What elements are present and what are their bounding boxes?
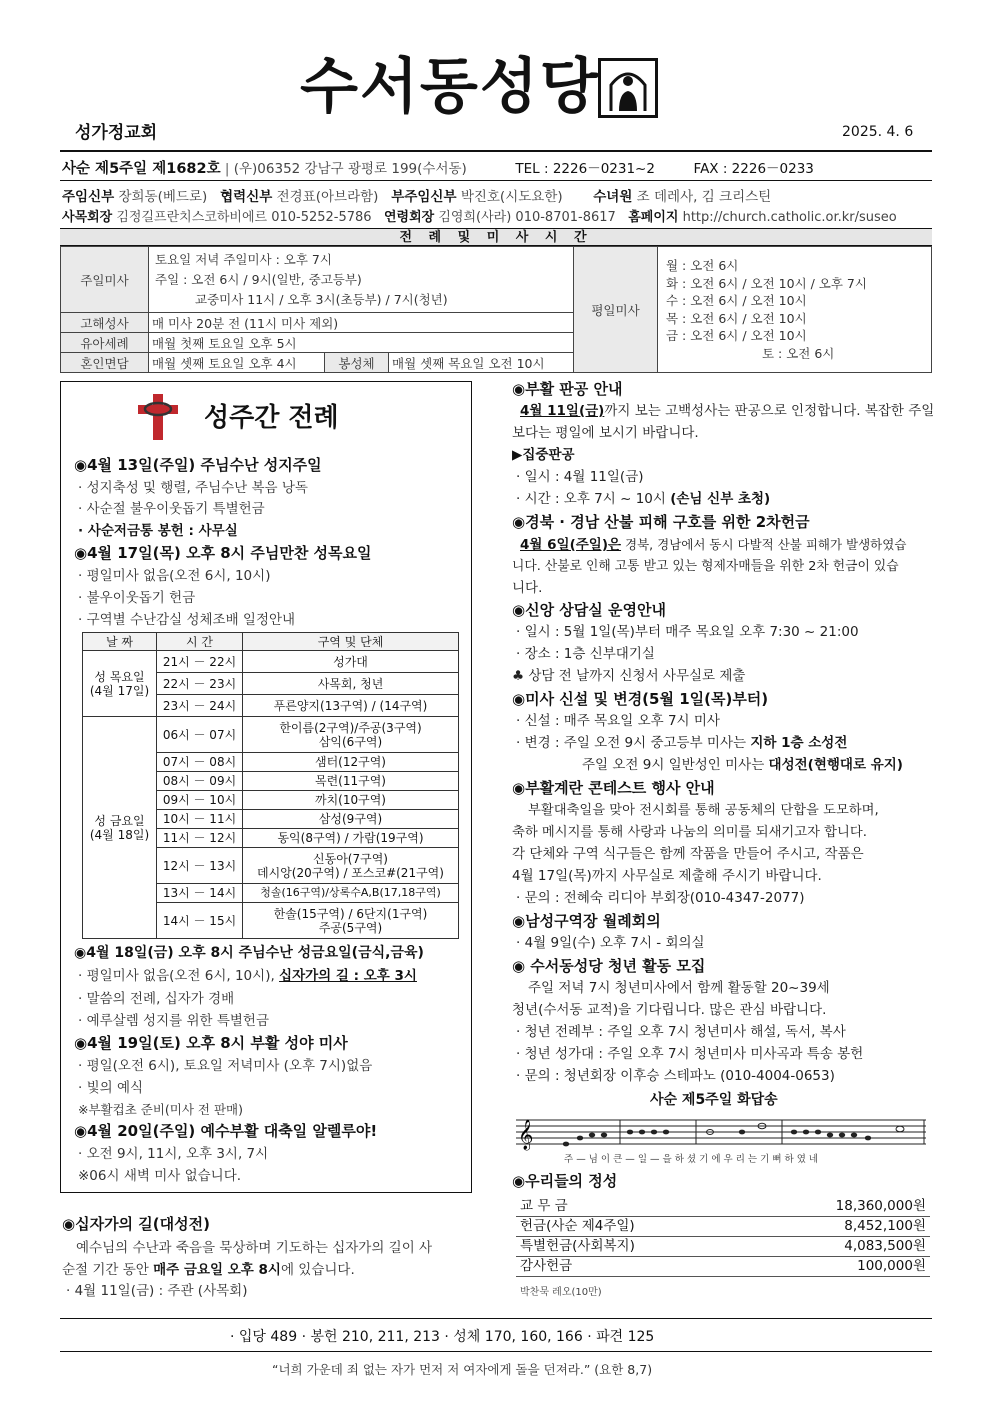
weekday-mass-times [658, 247, 932, 373]
offering-amount: 8,452,100원 [746, 1217, 930, 1237]
confession-notice-text [520, 402, 934, 421]
youth-recruitment-contact: · 문의 : 청년회장 이후승 스테파노 (010-4004-0653) [516, 1068, 835, 1084]
youth-recruitment-heading: ◉ 수서동성당 청년 활동 모집 [512, 957, 706, 975]
offering-row [516, 1237, 930, 1257]
mass-change-item: · 신설 : 매주 목요일 오후 7시 미사 [516, 713, 720, 729]
counseling-item: · 장소 : 1층 신부대기실 [516, 646, 655, 662]
offering-amount: 100,000원 [746, 1257, 930, 1277]
offering-type: 헌금(사순 제4주일) [516, 1217, 746, 1237]
easter-sunday-item: · 오전 9시, 11시, 오후 3시, 7시 [78, 1146, 269, 1162]
easter-vigil-heading: ◉4월 19일(토) 오후 8시 부활 성야 미사 [74, 1034, 348, 1052]
palm-sunday-item: · 성지축성 및 행렬, 주님수난 복음 낭독 [78, 480, 308, 496]
anointing-label: 봉성체 [325, 353, 389, 373]
table-cell-group: 청솔(16구역)/상록수A,B(17,18구역) [243, 884, 459, 903]
holy-family-icon [601, 61, 655, 115]
baptism-time: 매월 첫째 토요일 오후 5시 [149, 333, 574, 353]
confession-notice-text: 보다는 평일에 보시기 바랍니다. [512, 425, 699, 441]
table-cell-group [243, 903, 459, 939]
confession-deadline: 4월 11일(금) [520, 403, 605, 419]
offering-table [516, 1197, 930, 1277]
easter-egg-contest-text: 각 단체와 구역 식구들은 함께 작품을 만들어 주시고, 작품은 [512, 846, 864, 862]
confession-hours: · 시간 : 오후 7시 ~ 10시 [516, 491, 671, 507]
intensive-confession-date: · 일시 : 4월 11일(금) [516, 469, 644, 485]
palm-sunday-item: · 사순저금통 봉헌 : 사무실 [78, 523, 238, 539]
group-line: 데시앙(20구역) / 포스코#(21구역) [257, 865, 444, 880]
mass-change-text: 주일 오전 9시 일반성인 미사는 [582, 757, 769, 773]
marriage-label: 혼인면담 [61, 353, 149, 373]
way-of-cross-text-c: 에 있습니다. [280, 1262, 355, 1278]
offering-type: 감사헌금 [516, 1257, 746, 1277]
fax: FAX : 2226－0233 [693, 161, 814, 177]
group-line: 한이름(2구역)/주공(3구역) [279, 720, 422, 735]
assistant-priest-name: 박진호(시도요한) [460, 189, 563, 205]
confession-label: 고해성사 [61, 313, 149, 333]
issue-number: 사순 제5주일 제1682호 [62, 161, 221, 177]
weekday-mass-table [573, 246, 932, 373]
way-of-cross-text: 예수님의 수난과 죽음을 묵상하며 기도하는 십자가의 길이 사 [76, 1240, 433, 1256]
thursday-date: 성 목요일 [94, 669, 145, 684]
easter-egg-contest-text: 4월 17일(목)까지 사무실로 제출해 주시기 바랍니다. [512, 868, 822, 884]
table-cell-time: 13시 － 14시 [157, 884, 243, 903]
psalm-title: 사순 제5주일 화답송 [650, 1092, 778, 1108]
friday-date-cell [83, 717, 157, 939]
friday-mass: 금 : 오전 6시 / 오전 10시 [666, 328, 807, 343]
funeral-council-contact: 김영희(사라) 010-8701-8617 [438, 210, 616, 225]
telephone: TEL : 2226－0231~2 [515, 161, 655, 177]
sunday-mass-times [149, 247, 574, 313]
way-of-cross-heading: ◉십자가의 길(대성전) [62, 1215, 210, 1233]
way-of-cross-date: · 4월 11일(금) : 주관 (사목회) [66, 1283, 248, 1299]
wednesday-mass: 수 : 오전 6시 / 오전 10시 [666, 293, 807, 308]
homepage-link[interactable]: http://church.catholic.or.kr/suseo [682, 210, 897, 225]
wildfire-collection-heading: ◉경북 · 경남 산불 피해 구호를 위한 2차헌금 [512, 513, 810, 531]
holy-week-title: 성주간 전례 [204, 403, 339, 433]
table-cell-group: 푸른양지(13구역) / (14구역) [243, 695, 459, 717]
monday-mass: 월 : 오전 6시 [666, 258, 739, 273]
counseling-heading: ◉신앙 상담실 운영안내 [512, 601, 666, 619]
cross-icon [134, 392, 182, 442]
group-line: 주공(5구역) [318, 920, 383, 935]
easter-vigil-item: · 평일(오전 6시), 토요일 저녁미사 (오후 7시)없음 [78, 1058, 373, 1074]
thursday-date-sub: (4월 17일) [89, 683, 150, 698]
offering-amount: 18,360,000원 [746, 1197, 930, 1217]
sacrament-table [60, 246, 574, 373]
table-cell-time: 10시 － 11시 [157, 810, 243, 829]
offering-row [516, 1217, 930, 1237]
assistant-priest-label: 부주임신부 [391, 189, 457, 205]
offering-row [516, 1197, 930, 1217]
mass-schedule-title: 전 례 및 미 사 시 간 [60, 228, 932, 246]
mens-meeting-heading: ◉남성구역장 월례회의 [512, 912, 661, 930]
treble-clef-icon: 𝄞 [518, 1120, 534, 1150]
adoration-schedule-table [82, 632, 459, 939]
anointing-time: 매월 셋째 목요일 오전 10시 [389, 353, 574, 373]
good-friday-item: · 말씀의 전례, 십자가 경배 [78, 991, 235, 1007]
bulletin-title: 수서동성당 [300, 52, 600, 122]
homepage-label: 홈페이지 [628, 210, 679, 225]
offering-amount: 4,083,500원 [746, 1237, 930, 1257]
sunday-main-mass: 교중미사 11시 / 오후 3시(초등부) / 7시(청년) [195, 291, 448, 307]
intensive-confession-time [516, 490, 770, 509]
col-header-date: 날 짜 [83, 633, 157, 651]
saturday-vigil: 토요일 저녁 주일미사 : 오후 7시 [155, 251, 332, 267]
offering-note: 박찬묵 레오(10만) [520, 1287, 602, 1298]
convent-label: 수녀원 [593, 189, 633, 205]
intensive-confession-heading: ▶집중판공 [512, 447, 575, 463]
easter-vigil-note: ※부활컵초 준비(미사 전 판매) [78, 1102, 243, 1117]
sunday-morning: 주일 : 오전 6시 / 9시(일반, 중고등부) [155, 271, 362, 287]
table-cell-group: 사목회, 청년 [243, 673, 459, 695]
good-friday-heading: ◉4월 18일(금) 오후 8시 주님수난 성금요일(금식,금육) [74, 945, 424, 961]
mass-change-heading: ◉미사 신설 및 변경(5월 1일(목)부터) [512, 690, 769, 708]
easter-egg-contest-text: 축하 메시지를 통해 사랑과 나눔의 의미를 되새기고자 합니다. [512, 825, 867, 840]
table-cell-time: 14시 － 15시 [157, 903, 243, 939]
easter-sunday-heading: ◉4월 20일(주일) 예수부활 대축일 알렐루야! [74, 1122, 378, 1140]
convent-names: 조 데레사, 김 크리스틴 [636, 189, 772, 205]
pastor-label: 주임신부 [62, 189, 115, 205]
table-cell-group [243, 717, 459, 753]
table-cell-group: 목련(11구역) [243, 772, 459, 791]
table-cell-time: 23시 － 24시 [157, 695, 243, 717]
offering-type: 교 무 금 [516, 1197, 746, 1217]
holy-thursday-item: · 평일미사 없음(오전 6시, 10시) [78, 568, 271, 584]
table-cell-group: 까치(10구역) [243, 791, 459, 810]
bulletin-date: 2025. 4. 6 [842, 124, 914, 140]
youth-recruitment-item: · 청년 성가대 : 주일 오후 7시 청년미사 미사곡과 특송 봉헌 [516, 1046, 864, 1062]
offering-heading: ◉우리들의 정성 [512, 1172, 618, 1190]
holy-thursday-item: · 불우이웃돕기 헌금 [78, 590, 196, 606]
staff-line-1 [62, 185, 771, 205]
psalm-music-score [516, 1110, 932, 1154]
address: (우)06352 강남구 광평로 199(수서동) [233, 161, 467, 177]
easter-egg-contest-contact: · 문의 : 전혜숙 리디아 부회장(010-4347-2077) [516, 890, 805, 906]
group-line: 한솔(15구역) / 6단지(1구역) [273, 906, 428, 921]
way-of-cross-text-a: 순절 기간 동안 [62, 1262, 154, 1278]
saturday-mass: 토 : 오전 6시 [762, 345, 835, 361]
main-church: 대성전(현행대로 유지) [768, 757, 903, 773]
counseling-item: ♣ 상담 전 날까지 신청서 사무실로 제출 [512, 668, 746, 684]
mass-change-item [516, 734, 847, 753]
palm-sunday-item: · 사순절 불우이웃돕기 특별헌금 [78, 501, 265, 517]
confession-notice-heading: ◉부활 판공 안내 [512, 380, 623, 398]
table-cell-time: 11시 － 12시 [157, 829, 243, 848]
confession-text: 까지 보는 고백성사는 판공으로 인정합니다. 복잡한 주일 [604, 403, 935, 419]
council-label: 사목회장 [62, 210, 113, 225]
confession-time: 매 미사 20분 전 (11시 미사 제외) [149, 313, 574, 333]
friday-date: 성 금요일 [94, 813, 145, 828]
thursday-mass: 목 : 오전 6시 / 오전 10시 [666, 310, 807, 326]
table-cell-time: 06시 － 07시 [157, 717, 243, 753]
good-friday-item [78, 967, 417, 985]
col-header-group: 구역 및 단체 [243, 633, 459, 651]
hymn-numbers: · 입당 489 · 봉헌 210, 211, 213 · 성체 170, 160, 166 · 파견 125 [230, 1329, 655, 1345]
pastor-name: 장희동(베드로) [118, 189, 208, 205]
youth-recruitment-text: 청년(수서동 교적)을 기다립니다. 많은 관심 바랍니다. [512, 1002, 827, 1018]
table-cell-group: 성가대 [243, 651, 459, 673]
mass-change-text: · 변경 : 주일 오전 9시 중고등부 미사는 [516, 735, 751, 751]
holy-thursday-heading: ◉4월 17일(목) 오후 8시 주님만찬 성목요일 [74, 544, 372, 562]
way-of-cross-time: 매주 금요일 오후 8시 [153, 1262, 281, 1278]
table-cell-group: 삼성(9구역) [243, 810, 459, 829]
issue-line: 사순 제5주일 제1682호 | (우)06352 강남구 광평로 199(수서동) TEL : 2226－0231~2 FAX : 2226－0233 [62, 161, 814, 177]
good-friday-text: · 평일미사 없음(오전 6시, 10시), [78, 968, 280, 984]
coop-priest-name: 전경표(아브라함) [276, 189, 379, 205]
sunday-mass-label: 주일미사 [61, 247, 149, 313]
table-cell-group: 동익(8구역) / 가람(19구역) [243, 829, 459, 848]
marriage-time: 매월 셋째 토요일 오후 4시 [149, 353, 325, 373]
table-cell-time: 08시 － 09시 [157, 772, 243, 791]
church-logo [598, 58, 658, 118]
baptism-label: 유아세례 [61, 333, 149, 353]
table-cell-group [243, 848, 459, 884]
table-cell-group: 샘터(12구역) [243, 753, 459, 772]
wildfire-collection-text: 니다. [512, 580, 543, 596]
table-cell-time: 07시 － 08시 [157, 753, 243, 772]
palm-sunday-heading: ◉4월 13일(주일) 주님수난 성지주일 [74, 456, 322, 474]
table-cell-time: 09시 － 10시 [157, 791, 243, 810]
thursday-date-cell [83, 651, 157, 717]
basement-chapel: 지하 1층 소성전 [750, 735, 848, 751]
way-of-cross-text [62, 1261, 355, 1279]
friday-date-sub: (4월 18일) [89, 827, 150, 842]
collection-text: 경북, 경남에서 동시 다발적 산불 피해가 발생하였습 [621, 537, 907, 552]
table-cell-time: 22시 － 23시 [157, 673, 243, 695]
easter-egg-contest-heading: ◉부활계란 콘테스트 행사 안내 [512, 779, 715, 797]
mass-change-item [582, 756, 903, 775]
table-cell-time: 21시 － 22시 [157, 651, 243, 673]
table-cell-time: 12시 － 13시 [157, 848, 243, 884]
youth-recruitment-text: 주일 저녁 7시 청년미사에서 함께 활동할 20~39세 [528, 980, 830, 996]
coop-priest-label: 협력신부 [220, 189, 273, 205]
collection-date: 4월 6일(주일)은 [520, 537, 622, 553]
group-line: 신동아(7구역) [313, 851, 388, 866]
psalm-lyrics: 주 — 님 이 큰 — 일 — 을 하 셨 기 에 우 리 는 기 뻐 하 였 네 [564, 1154, 819, 1165]
weekday-mass-label: 평일미사 [574, 247, 658, 373]
way-of-cross-time: 십자가의 길 : 오후 3시 [279, 968, 417, 984]
offering-row [516, 1257, 930, 1277]
church-subtitle: 성가정교회 [75, 123, 158, 143]
easter-vigil-item: · 빛의 예식 [78, 1080, 144, 1096]
staff-line-2 [62, 206, 897, 225]
good-friday-item: · 예루살렘 성지를 위한 특별헌금 [78, 1013, 269, 1029]
wildfire-collection-text: 니다. 산불로 인해 고통 받고 있는 형제자매들을 위한 2차 헌금이 있습 [512, 559, 899, 574]
tuesday-mass: 화 : 오전 6시 / 오전 10시 / 오후 7시 [666, 275, 867, 291]
scripture-quote: “너희 가운데 죄 없는 자가 먼저 저 여자에게 돌을 던져라.” (요한 8,7) [272, 1362, 653, 1377]
guest-priest-note: (손님 신부 초청) [670, 491, 771, 507]
counseling-item: · 일시 : 5월 1일(목)부터 매주 목요일 오후 7:30 ~ 21:00 [516, 624, 859, 640]
group-line: 삼익(6구역) [318, 734, 383, 749]
youth-recruitment-item: · 청년 전례부 : 주일 오후 7시 청년미사 해설, 독서, 복사 [516, 1024, 846, 1040]
council-contact: 김정길프란치스코하비에르 010-5252-5786 [116, 210, 372, 225]
offering-type: 특별헌금(사회복지) [516, 1237, 746, 1257]
easter-sunday-note: ※06시 새벽 미사 없습니다. [78, 1168, 242, 1184]
easter-egg-contest-text: 부활대축일을 맞아 전시회를 통해 공동체의 단합을 도모하며, [528, 803, 879, 818]
wildfire-collection-text [520, 535, 906, 555]
funeral-council-label: 연령회장 [383, 210, 435, 225]
holy-thursday-item: · 구역별 수난감실 성체조배 일정안내 [78, 612, 296, 628]
mens-meeting-text: · 4월 9일(수) 오후 7시 - 회의실 [516, 935, 705, 951]
col-header-time: 시 간 [157, 633, 243, 651]
